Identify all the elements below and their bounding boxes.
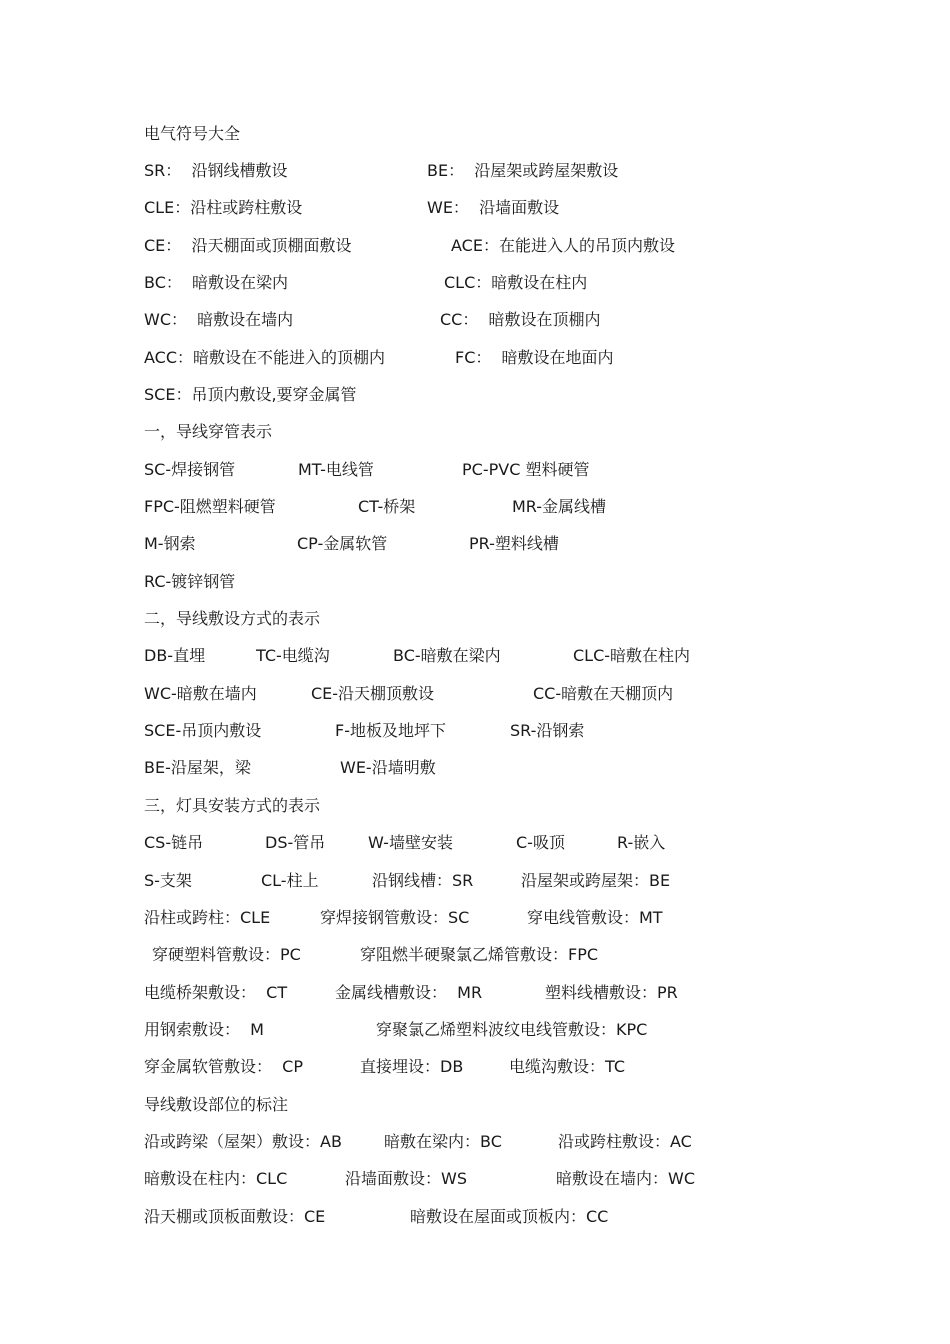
- text-line: [0, 197, 950, 221]
- text-segment: CC： 暗敷设在顶棚内: [440, 310, 601, 329]
- text-line: [0, 757, 950, 781]
- text-segment: 暗敷设在柱内：CLC: [144, 1169, 288, 1188]
- text-segment: ACE：在能进入人的吊顶内敷设: [451, 236, 675, 255]
- text-line: [0, 571, 950, 595]
- text-segment: 穿金属软管敷设： CP: [144, 1057, 303, 1076]
- text-segment: DS-管吊: [265, 833, 326, 852]
- text-segment: SR-沿钢索: [510, 721, 585, 740]
- text-line: [0, 870, 950, 894]
- text-line: [0, 907, 950, 931]
- text-segment: SC-焊接钢管: [144, 460, 236, 479]
- text-segment: 穿电线管敷设：MT: [527, 908, 663, 927]
- text-line: [0, 160, 950, 184]
- text-segment: FC： 暗敷设在地面内: [455, 348, 614, 367]
- text-line: [0, 272, 950, 296]
- text-line: [0, 533, 950, 557]
- text-segment: 沿墙面敷设：WS: [345, 1169, 467, 1188]
- text-segment: CE-沿天棚顶敷设: [311, 684, 435, 703]
- text-segment: CP-金属软管: [297, 534, 388, 553]
- text-segment: PR-塑料线槽: [469, 534, 559, 553]
- text-segment: ACC：暗敷设在不能进入的顶棚内: [144, 348, 386, 367]
- text-segment: WC： 暗敷设在墙内: [144, 310, 294, 329]
- text-line: [0, 944, 950, 968]
- text-segment: PC-PVC 塑料硬管: [462, 460, 590, 479]
- text-segment: 金属线槽敷设： MR: [335, 983, 483, 1002]
- text-line: [0, 421, 950, 445]
- text-segment: BE-沿屋架，梁: [144, 758, 251, 777]
- text-segment: TC-电缆沟: [256, 646, 330, 665]
- text-line: [0, 720, 950, 744]
- text-segment: 一，导线穿管表示: [144, 422, 273, 441]
- text-line: [0, 832, 950, 856]
- document-title: 电气符号大全: [144, 124, 241, 143]
- text-segment: WE： 沿墙面敷设: [427, 198, 560, 217]
- text-line: [0, 982, 950, 1006]
- text-segment: MT-电线管: [298, 460, 374, 479]
- text-segment: DB-直埋: [144, 646, 206, 665]
- text-segment: 沿天棚或顶板面敷设：CE: [144, 1207, 326, 1226]
- text-segment: C-吸顶: [516, 833, 565, 852]
- text-segment: CT-桥架: [358, 497, 416, 516]
- text-line: [0, 1094, 950, 1118]
- text-segment: 用钢索敷设： M: [144, 1020, 264, 1039]
- text-segment: 电缆桥架敷设： CT: [144, 983, 288, 1002]
- text-line: [0, 1056, 950, 1080]
- text-line: [0, 459, 950, 483]
- text-segment: BE： 沿屋架或跨屋架敷设: [427, 161, 619, 180]
- text-segment: BC-暗敷在梁内: [393, 646, 501, 665]
- text-segment: 电缆沟敷设：TC: [509, 1057, 626, 1076]
- text-segment: 沿钢线槽：SR: [372, 871, 474, 890]
- text-segment: SCE：吊顶内敷设,要穿金属管: [144, 385, 357, 404]
- text-segment: RC-镀锌钢管: [144, 572, 236, 591]
- text-segment: 塑料线槽敷设：PR: [545, 983, 678, 1002]
- text-segment: 穿硬塑料管敷设：PC: [152, 945, 301, 964]
- text-segment: FPC-阻燃塑料硬管: [144, 497, 276, 516]
- text-segment: M-钢索: [144, 534, 196, 553]
- text-segment: F-地板及地坪下: [335, 721, 446, 740]
- text-line: [0, 795, 950, 819]
- text-segment: 沿或跨梁（屋架）敷设：AB: [144, 1132, 342, 1151]
- text-segment: MR-金属线槽: [512, 497, 607, 516]
- text-line: [0, 1168, 950, 1192]
- text-line: [0, 1206, 950, 1230]
- text-segment: CL-柱上: [261, 871, 319, 890]
- text-segment: CLC-暗敷在柱内: [573, 646, 691, 665]
- text-segment: 沿柱或跨柱：CLE: [144, 908, 271, 927]
- text-segment: WE-沿墙明敷: [340, 758, 436, 777]
- text-line: [0, 608, 950, 632]
- text-segment: WC-暗敷在墙内: [144, 684, 257, 703]
- text-segment: CLC：暗敷设在柱内: [444, 273, 588, 292]
- text-segment: CC-暗敷在天棚顶内: [533, 684, 674, 703]
- text-line: [0, 496, 950, 520]
- text-segment: 穿阻燃半硬聚氯乙烯管敷设：FPC: [360, 945, 599, 964]
- document-title-line: [0, 123, 950, 147]
- text-line: [0, 235, 950, 259]
- text-segment: 直接埋设：DB: [360, 1057, 464, 1076]
- text-segment: CE： 沿天棚面或顶棚面敷设: [144, 236, 352, 255]
- text-segment: SR： 沿钢线槽敷设: [144, 161, 288, 180]
- text-segment: R-嵌入: [617, 833, 666, 852]
- text-segment: 导线敷设部位的标注: [144, 1095, 289, 1114]
- text-segment: CS-链吊: [144, 833, 204, 852]
- text-segment: CLE：沿柱或跨柱敷设: [144, 198, 303, 217]
- text-line: [0, 347, 950, 371]
- text-segment: SCE-吊顶内敷设: [144, 721, 262, 740]
- text-segment: S-支架: [144, 871, 192, 890]
- text-segment: 二，导线敷设方式的表示: [144, 609, 321, 628]
- text-segment: W-墙壁安装: [368, 833, 453, 852]
- text-line: [0, 309, 950, 333]
- text-segment: 沿屋架或跨屋架：BE: [521, 871, 671, 890]
- text-segment: 暗敷设在墙内：WC: [556, 1169, 695, 1188]
- text-line: [0, 1131, 950, 1155]
- text-segment: BC： 暗敷设在梁内: [144, 273, 289, 292]
- text-segment: 沿或跨柱敷设：AC: [558, 1132, 692, 1151]
- text-line: [0, 384, 950, 408]
- text-segment: 三，灯具安装方式的表示: [144, 796, 321, 815]
- text-line: [0, 645, 950, 669]
- text-line: [0, 683, 950, 707]
- text-segment: 暗敷在梁内：BC: [384, 1132, 502, 1151]
- text-segment: 暗敷设在屋面或顶板内：CC: [410, 1207, 609, 1226]
- text-line: [0, 1019, 950, 1043]
- text-segment: 穿焊接钢管敷设：SC: [320, 908, 470, 927]
- text-segment: 穿聚氯乙烯塑料波纹电线管敷设：KPC: [376, 1020, 648, 1039]
